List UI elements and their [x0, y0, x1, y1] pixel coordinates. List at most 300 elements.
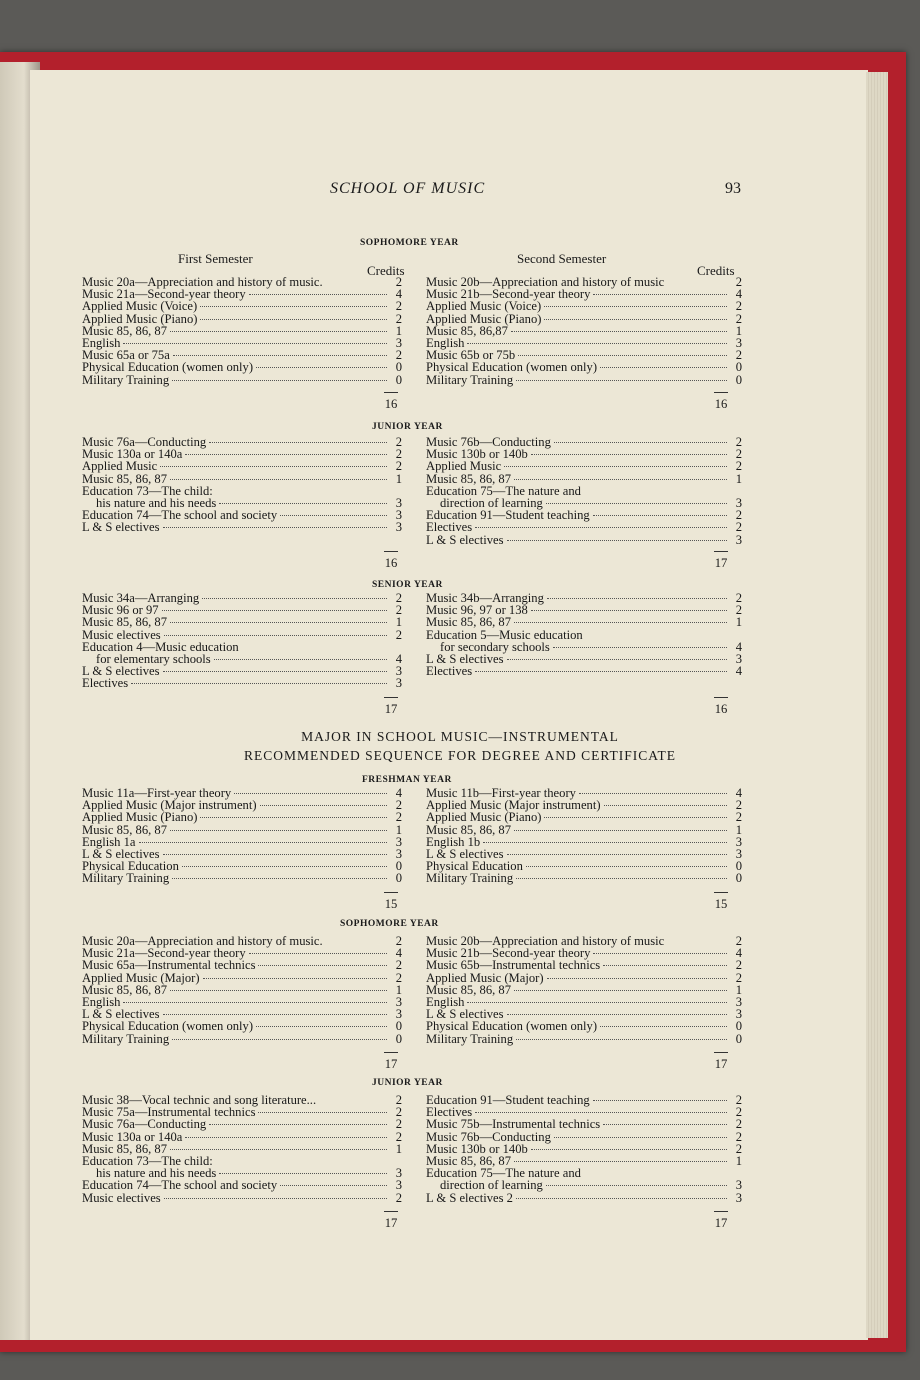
dot-leader	[202, 598, 387, 599]
course-credits: 0	[395, 1019, 402, 1034]
dot-leader	[260, 805, 387, 806]
course-title: Music 11b—First-year theory	[426, 786, 576, 800]
course-credits: 2	[735, 311, 742, 326]
course-credits: 3	[395, 1007, 402, 1022]
course-title: Applied Music	[426, 459, 502, 474]
dot-leader	[170, 622, 387, 623]
course-title: English	[426, 994, 465, 1009]
dot-leader	[163, 854, 387, 855]
course-title: Music 34b—Arranging	[426, 591, 544, 605]
course-row	[426, 1118, 742, 1130]
course-title: Applied Music (Piano)	[426, 311, 542, 326]
course-credits: 0	[395, 871, 402, 886]
course-credits: 3	[395, 846, 402, 861]
dot-leader	[280, 515, 387, 516]
semester-column-left	[82, 276, 402, 386]
total-right: 15	[711, 897, 731, 912]
course-title: Education 73—The child:	[82, 483, 213, 498]
course-credits: 2	[735, 1105, 742, 1120]
dot-leader	[219, 503, 387, 504]
course-title: Music 21a—Second-year theory	[82, 946, 246, 961]
semester-column-right	[426, 935, 742, 1045]
course-credits: 3	[735, 846, 742, 861]
course-title: Applied Music (Piano)	[426, 810, 542, 825]
course-title: Applied Music (Major instrument)	[82, 798, 257, 813]
course-credits: 4	[395, 287, 402, 302]
dot-leader	[475, 1112, 727, 1113]
year-heading: SOPHOMORE YEAR	[360, 238, 459, 248]
course-title: Physical Education	[426, 859, 523, 874]
course-credits: 1	[395, 982, 402, 997]
course-title: Applied Music	[82, 459, 158, 474]
course-title: Music 34a—Arranging	[82, 591, 200, 605]
course-title: Education 74—The school and society	[82, 1178, 278, 1193]
course-title: Music 85, 86, 87	[426, 615, 512, 630]
course-credits: 2	[395, 798, 402, 813]
course-title: English 1b	[426, 834, 481, 849]
dot-leader	[131, 683, 387, 684]
course-row	[82, 629, 402, 641]
course-row	[426, 959, 742, 971]
dot-leader	[544, 319, 727, 320]
course-credits: 2	[395, 1129, 402, 1144]
dot-leader	[511, 331, 727, 332]
dot-leader	[531, 610, 727, 611]
course-credits: 0	[395, 859, 402, 874]
course-title: L & S electives	[82, 664, 160, 679]
course-credits: 1	[735, 982, 742, 997]
second-semester-heading: Second Semester	[517, 251, 607, 266]
dot-leader	[507, 854, 727, 855]
course-row	[426, 1131, 742, 1143]
dot-leader	[209, 442, 387, 443]
course-row	[82, 616, 402, 628]
course-credits: 3	[395, 495, 402, 510]
course-credits: 0	[395, 372, 402, 387]
course-credits: 0	[735, 360, 742, 375]
course-row	[426, 374, 742, 386]
course-credits: 2	[395, 934, 402, 948]
dot-leader	[546, 1185, 727, 1186]
course-title: L & S electives	[426, 651, 504, 666]
total-left: 16	[381, 556, 401, 571]
course-title: Music 20a—Appreciation and history of music.	[82, 275, 323, 289]
total-right: 17	[711, 556, 731, 571]
course-credits: 2	[735, 435, 742, 449]
course-title: L & S electives	[426, 846, 504, 861]
course-row	[82, 473, 402, 485]
course-title: Music 75b—Instrumental technics	[426, 1117, 601, 1132]
course-row	[426, 460, 742, 472]
dot-leader	[234, 793, 387, 794]
dot-leader	[526, 866, 727, 867]
page-stack-edge	[866, 72, 888, 1338]
course-title: Education 75—The nature and	[426, 1166, 581, 1181]
course-title: Electives	[426, 1105, 473, 1120]
course-credits: 1	[735, 1153, 742, 1168]
dot-leader	[475, 527, 727, 528]
course-title: Music 65a—Instrumental technics	[82, 958, 256, 973]
course-credits: 2	[395, 435, 402, 449]
course-row	[426, 629, 742, 641]
semester-column-left	[82, 1094, 402, 1204]
course-credits: 3	[395, 834, 402, 849]
semester-column-left	[82, 935, 402, 1045]
dot-leader	[600, 1026, 727, 1027]
page-number: 93	[725, 180, 741, 197]
course-credits: 2	[735, 520, 742, 535]
course-credits: 2	[735, 1141, 742, 1156]
course-title: Music 130b or 140b	[426, 447, 528, 462]
course-title: Applied Music (Piano)	[82, 311, 198, 326]
course-title: Music 96, 97 or 138	[426, 603, 528, 618]
dot-leader	[170, 479, 387, 480]
course-credits: 3	[395, 1166, 402, 1181]
dot-leader	[593, 1100, 727, 1101]
semester-column-right	[426, 1094, 742, 1204]
dot-leader	[554, 1137, 727, 1138]
dot-leader	[164, 1198, 387, 1199]
dot-leader	[475, 671, 727, 672]
dot-leader	[547, 978, 727, 979]
course-credits: 3	[735, 994, 742, 1009]
dot-leader	[170, 830, 387, 831]
course-credits: 2	[395, 447, 402, 462]
course-credits: 3	[735, 335, 742, 350]
dot-leader	[172, 1039, 387, 1040]
dot-leader	[139, 842, 387, 843]
course-row	[426, 300, 742, 312]
course-credits: 3	[395, 335, 402, 350]
course-title: Music 130b or 140b	[426, 1141, 528, 1156]
course-title: Applied Music (Voice)	[82, 299, 198, 314]
course-title: his nature and his needs	[96, 1166, 217, 1181]
course-row	[82, 1033, 402, 1045]
course-credits: 2	[395, 1190, 402, 1205]
course-row	[426, 325, 742, 337]
dot-leader	[123, 1002, 387, 1003]
course-credits: 3	[395, 994, 402, 1009]
year-heading: SOPHOMORE YEAR	[340, 919, 439, 929]
total-right: 16	[711, 397, 731, 412]
course-credits: 2	[395, 275, 402, 289]
course-title: Education 4—Music education	[82, 639, 239, 654]
course-title: Music 85, 86, 87	[82, 323, 168, 338]
course-credits: 1	[395, 615, 402, 630]
course-credits: 1	[735, 323, 742, 338]
course-credits: 0	[395, 360, 402, 375]
course-title: Music 65a or 75a	[82, 348, 170, 363]
dot-leader	[249, 953, 387, 954]
course-row	[82, 1020, 402, 1032]
total-left: 16	[381, 397, 401, 412]
course-credits: 1	[395, 1141, 402, 1156]
course-credits: 3	[395, 1178, 402, 1193]
dot-leader	[200, 306, 387, 307]
course-credits: 0	[735, 859, 742, 874]
course-title: Applied Music (Major instrument)	[426, 798, 601, 813]
course-title: English	[82, 994, 121, 1009]
course-row	[426, 534, 742, 546]
dot-leader	[219, 1173, 387, 1174]
course-title: Music 85, 86, 87	[426, 471, 512, 486]
course-credits: 4	[395, 786, 402, 800]
total-left: 17	[381, 1057, 401, 1072]
course-title: Applied Music (Voice)	[426, 299, 542, 314]
course-title: Education 75—The nature and	[426, 483, 581, 498]
course-title: Military Training	[426, 871, 514, 886]
dot-leader	[516, 1198, 727, 1199]
dot-leader	[170, 990, 387, 991]
running-head: SCHOOL OF MUSIC	[330, 180, 486, 197]
course-title: Music 75a—Instrumental technics	[82, 1105, 256, 1120]
course-credits: 0	[735, 1019, 742, 1034]
dot-leader	[514, 622, 727, 623]
course-row	[426, 1033, 742, 1045]
total-left: 17	[381, 702, 401, 717]
course-row	[82, 374, 402, 386]
course-row	[82, 521, 402, 533]
year-heading: FRESHMAN YEAR	[362, 775, 452, 785]
course-credits: 2	[735, 275, 742, 289]
course-title: Music 85, 86, 87	[426, 1153, 512, 1168]
first-semester-heading: First Semester	[178, 251, 253, 266]
dot-leader	[603, 965, 727, 966]
course-title: Music 85, 86,87	[426, 323, 508, 338]
dot-leader	[200, 319, 387, 320]
semester-column-left	[82, 787, 402, 885]
course-row	[82, 325, 402, 337]
course-credits: 3	[735, 1190, 742, 1205]
course-row	[426, 313, 742, 325]
course-row	[82, 1192, 402, 1204]
course-row	[82, 984, 402, 996]
course-row	[426, 984, 742, 996]
course-credits: 3	[735, 495, 742, 510]
course-title: Music 130a or 140a	[82, 1129, 183, 1144]
course-title: Music 130a or 140a	[82, 447, 183, 462]
course-credits: 2	[395, 299, 402, 314]
dot-leader	[214, 659, 387, 660]
course-title: Music 20b—Appreciation and history of music	[426, 934, 665, 948]
dot-leader	[172, 878, 387, 879]
dot-leader	[593, 953, 727, 954]
dot-leader	[507, 540, 727, 541]
course-title: L & S electives	[82, 520, 160, 535]
course-credits: 4	[735, 287, 742, 302]
dot-leader	[593, 515, 727, 516]
course-row	[82, 811, 402, 823]
course-row	[426, 1192, 742, 1204]
dot-leader	[160, 466, 387, 467]
course-credits: 2	[735, 459, 742, 474]
course-credits: 4	[735, 946, 742, 961]
course-title: Music 85, 86, 87	[82, 822, 168, 837]
course-credits: 2	[395, 627, 402, 642]
course-row	[426, 872, 742, 884]
course-title: Music 20a—Appreciation and history of music.	[82, 934, 323, 948]
course-credits: 2	[735, 1117, 742, 1132]
total-right: 17	[711, 1216, 731, 1231]
course-credits: 2	[735, 348, 742, 363]
dot-leader	[467, 343, 727, 344]
dot-leader	[531, 1149, 727, 1150]
dot-leader	[514, 830, 727, 831]
course-title: Physical Education (women only)	[426, 360, 598, 375]
dot-leader	[603, 1124, 727, 1125]
major-title: MAJOR IN SCHOOL MUSIC—INSTRUMENTAL	[301, 729, 619, 744]
course-title: Military Training	[426, 1031, 514, 1046]
dot-leader	[604, 805, 727, 806]
course-title: Education 91—Student teaching	[426, 508, 590, 523]
dot-leader	[514, 1161, 727, 1162]
course-title: L & S electives 2	[426, 1190, 513, 1205]
course-credits: 2	[395, 459, 402, 474]
course-credits: 4	[735, 664, 742, 679]
dot-leader	[256, 367, 387, 368]
course-credits: 2	[735, 970, 742, 985]
course-title: Music 65b—Instrumental technics	[426, 958, 601, 973]
course-credits: 2	[395, 1117, 402, 1132]
course-credits: 1	[395, 822, 402, 837]
dot-leader	[256, 1026, 387, 1027]
dot-leader	[593, 294, 727, 295]
course-title: English 1a	[82, 834, 136, 849]
course-row	[426, 509, 742, 521]
course-credits: 3	[735, 834, 742, 849]
dot-leader	[579, 793, 727, 794]
dot-leader	[544, 306, 727, 307]
dot-leader	[507, 1014, 727, 1015]
course-credits: 4	[735, 639, 742, 654]
dot-leader	[163, 527, 387, 528]
course-row	[426, 665, 742, 677]
course-credits: 4	[735, 786, 742, 800]
course-title: Applied Music (Major)	[82, 970, 200, 985]
course-title: Music 21b—Second-year theory	[426, 287, 591, 302]
dot-leader	[547, 598, 727, 599]
course-title: L & S electives	[426, 532, 504, 547]
dot-leader	[516, 380, 727, 381]
course-row	[82, 1179, 402, 1191]
course-row	[426, 1020, 742, 1032]
dot-leader	[164, 635, 387, 636]
dot-leader	[514, 479, 727, 480]
course-credits: 2	[735, 1129, 742, 1144]
course-credits: 2	[735, 1093, 742, 1107]
course-title: Physical Education (women only)	[426, 1019, 598, 1034]
dot-leader	[203, 978, 387, 979]
course-title: Electives	[426, 664, 473, 679]
course-title: Education 74—The school and society	[82, 508, 278, 523]
course-title: Music 76a—Conducting	[82, 435, 207, 449]
dot-leader	[553, 647, 727, 648]
course-credits: 2	[735, 299, 742, 314]
course-title: Music 76a—Conducting	[82, 1117, 207, 1132]
course-title: Music 76b—Conducting	[426, 1129, 551, 1144]
semester-column-right	[426, 436, 742, 546]
course-row	[426, 972, 742, 984]
dot-leader	[163, 671, 387, 672]
course-credits: 2	[395, 1093, 402, 1107]
course-credits: 0	[735, 871, 742, 886]
course-title: for elementary schools	[96, 651, 211, 666]
course-credits: 2	[735, 798, 742, 813]
course-row	[426, 811, 742, 823]
course-title: Music electives	[82, 627, 161, 642]
total-left: 15	[381, 897, 401, 912]
credits-heading-right: Credits	[697, 263, 735, 278]
course-credits: 2	[735, 934, 742, 948]
course-credits: 2	[735, 508, 742, 523]
course-credits: 1	[735, 615, 742, 630]
course-title: Music 96 or 97	[82, 603, 159, 618]
course-title: Music 65b or 75b	[426, 348, 516, 363]
course-title: Music 20b—Appreciation and history of music	[426, 275, 665, 289]
total-right: 17	[711, 1057, 731, 1072]
dot-leader	[518, 355, 727, 356]
course-credits: 2	[395, 591, 402, 605]
dot-leader	[173, 355, 387, 356]
dot-leader	[170, 331, 387, 332]
course-credits: 1	[735, 471, 742, 486]
course-credits: 2	[735, 958, 742, 973]
course-credits: 2	[735, 603, 742, 618]
course-credits: 3	[735, 1007, 742, 1022]
course-row	[82, 460, 402, 472]
course-row	[82, 1131, 402, 1143]
course-row	[82, 824, 402, 836]
dot-leader	[185, 1137, 387, 1138]
course-credits: 2	[395, 810, 402, 825]
year-heading: JUNIOR YEAR	[372, 1078, 443, 1088]
course-title: Music 21b—Second-year theory	[426, 946, 591, 961]
course-title: for secondary schools	[440, 639, 550, 654]
dot-leader	[172, 380, 387, 381]
semester-column-left	[82, 592, 402, 690]
course-title: L & S electives	[426, 1007, 504, 1022]
course-title: Music 11a—First-year theory	[82, 786, 232, 800]
semester-column-right	[426, 276, 742, 386]
course-title: Physical Education (women only)	[82, 360, 254, 375]
course-row	[426, 1179, 742, 1191]
course-row	[82, 677, 402, 689]
course-credits: 2	[395, 958, 402, 973]
year-heading: JUNIOR YEAR	[372, 422, 443, 432]
course-title: Electives	[426, 520, 473, 535]
course-row	[82, 1118, 402, 1130]
course-title: Education 5—Music education	[426, 627, 583, 642]
course-title: English	[426, 335, 465, 350]
course-credits: 3	[395, 676, 402, 691]
dot-leader	[483, 842, 727, 843]
course-credits: 2	[735, 591, 742, 605]
course-title: Military Training	[82, 372, 170, 387]
dot-leader	[123, 343, 387, 344]
dot-leader	[258, 965, 387, 966]
course-title: Applied Music (Piano)	[82, 810, 198, 825]
course-title: direction of learning	[440, 1178, 543, 1193]
course-credits: 0	[735, 1031, 742, 1046]
course-credits: 2	[395, 1105, 402, 1120]
course-row	[426, 653, 742, 665]
semester-column-left	[82, 436, 402, 534]
semester-column-right	[426, 592, 742, 677]
course-title: Applied Music (Major)	[426, 970, 544, 985]
course-credits: 0	[735, 372, 742, 387]
course-row	[426, 824, 742, 836]
course-title: Music 85, 86, 87	[82, 615, 168, 630]
